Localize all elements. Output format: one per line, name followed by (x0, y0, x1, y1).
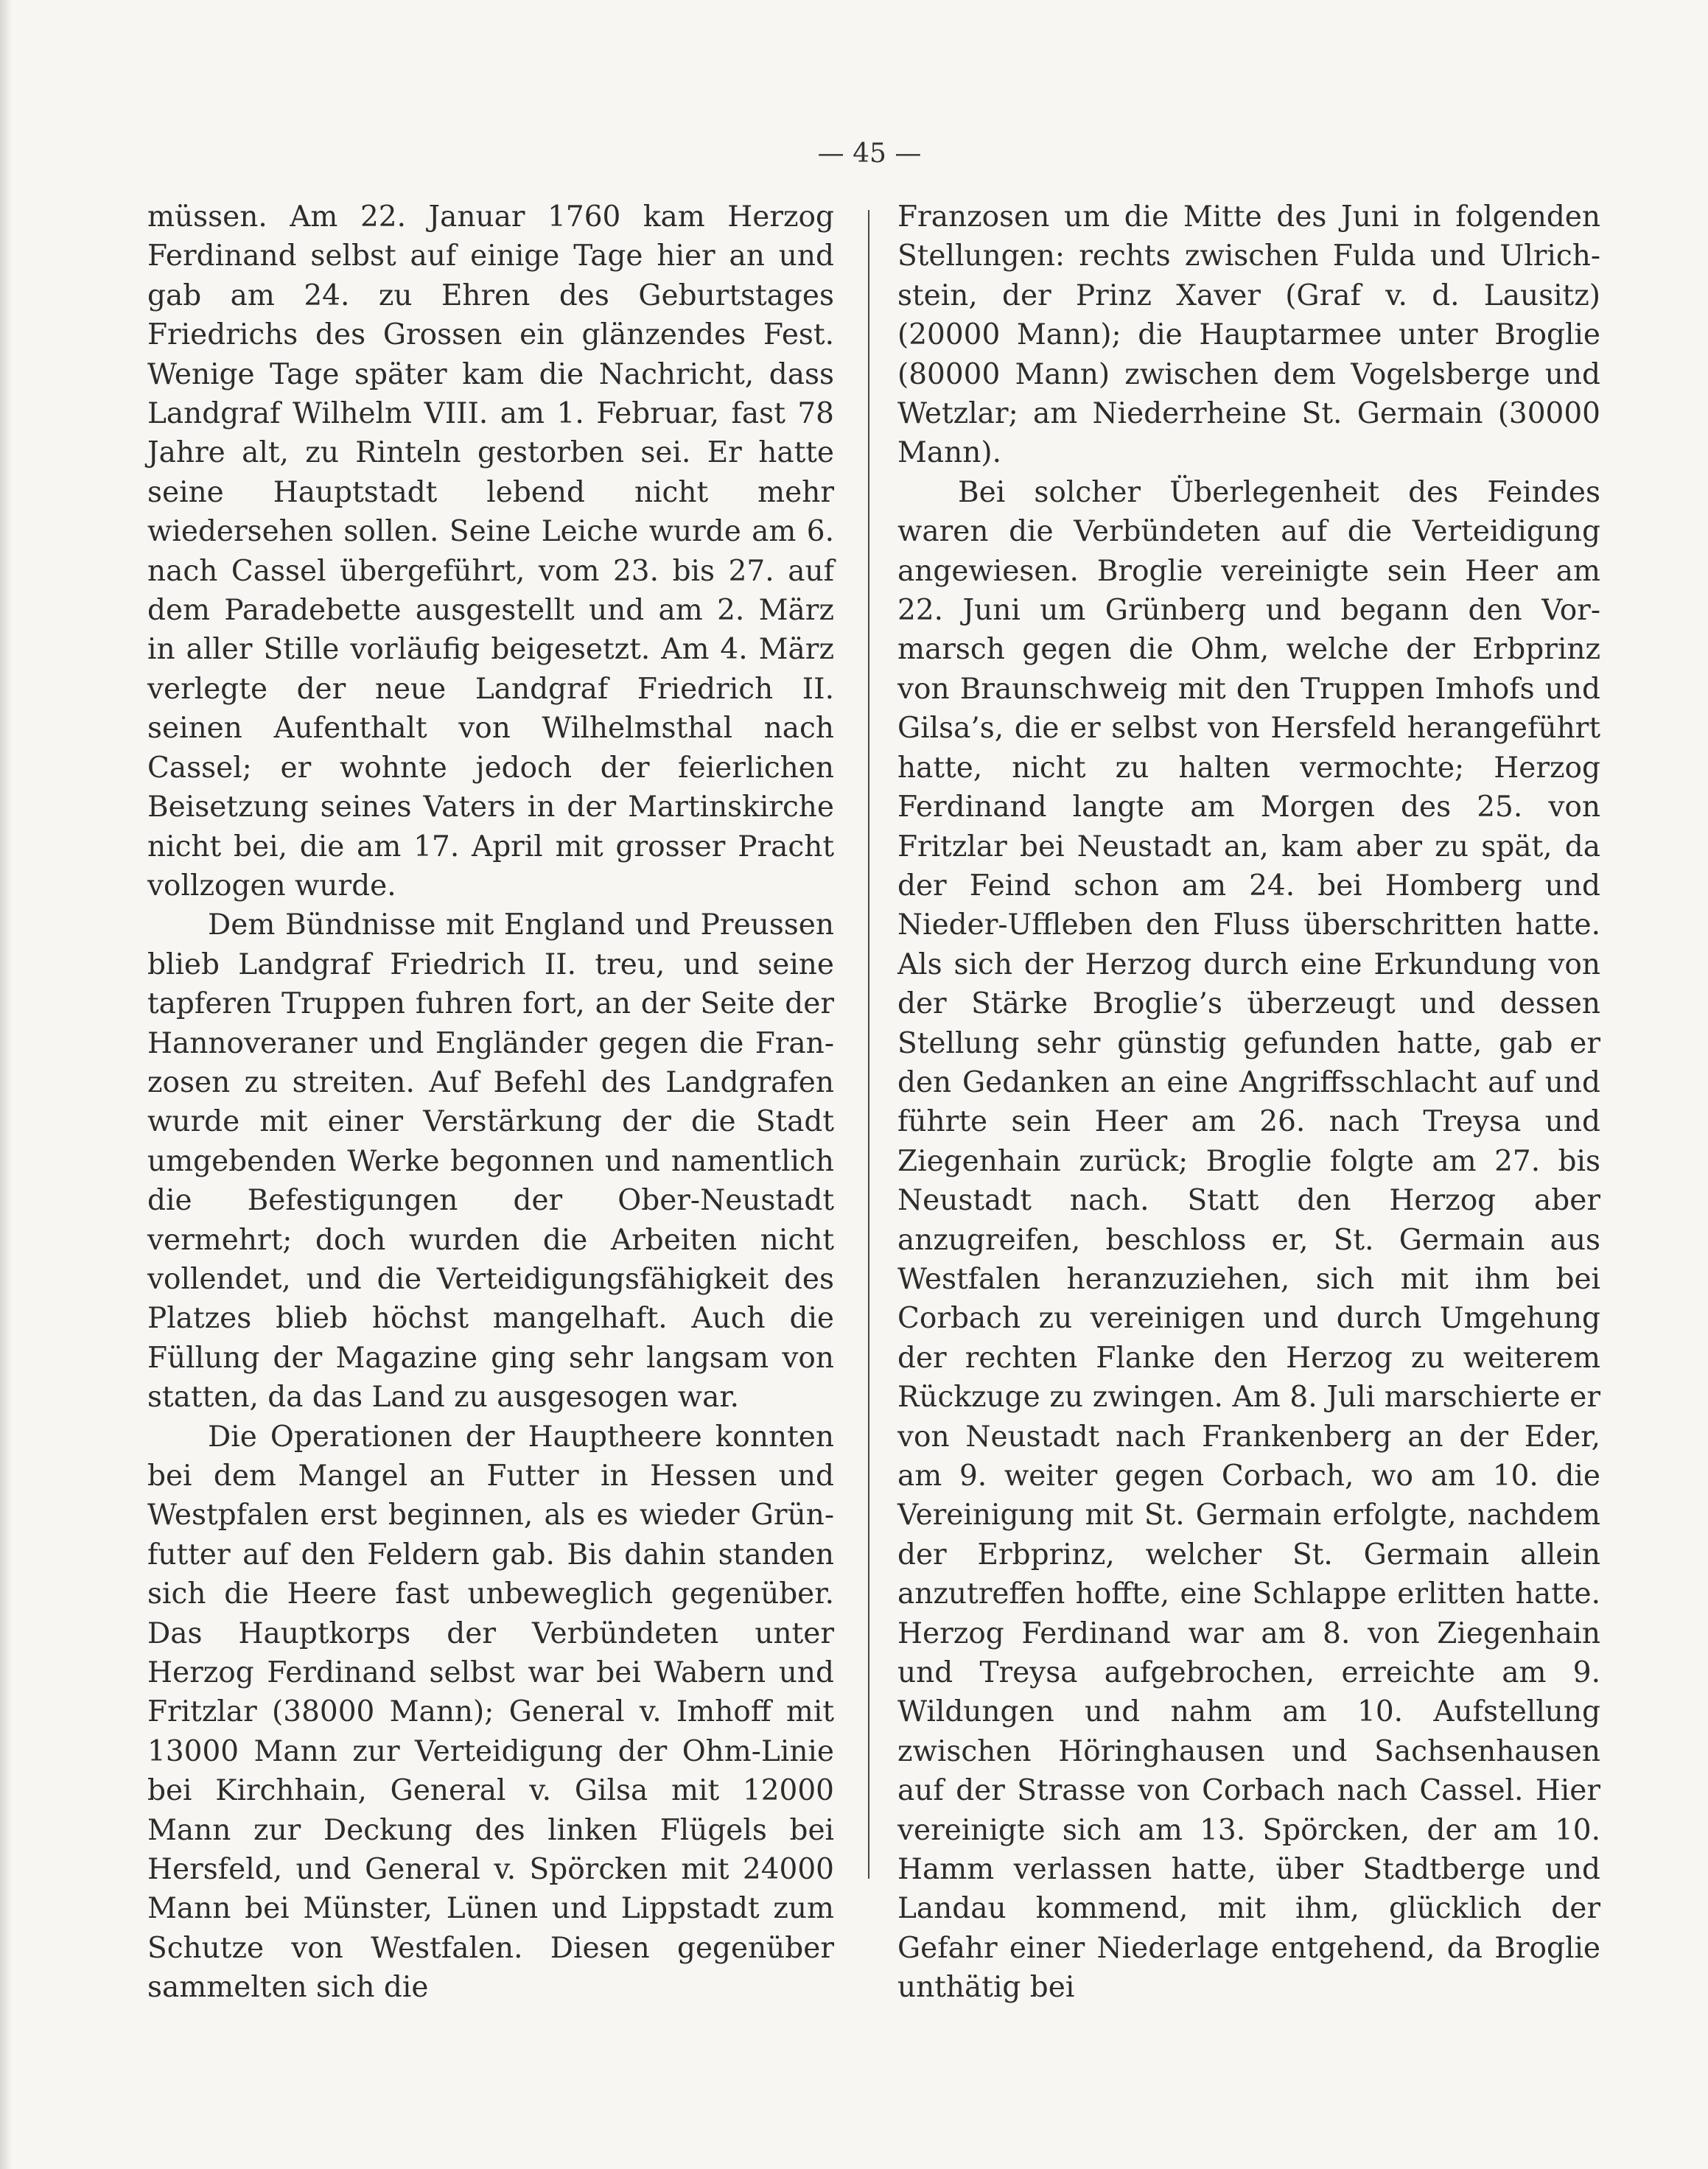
right-paragraph-2: Bei solcher Überlegenheit des Feindes waren die Verbündeten auf die Verteidigung angewiesen. Broglie vereinigte sein Heer am 22. Juni um Grünberg und begann den Vormarsch gegen die Ohm, welche der Erbprinz von Braunschweig mit den Truppen Imhofs und Gilsa’s, die er selbst von Hersfeld herangeführt hatte, nicht zu halten vermochte; Herzog Ferdinand langte am Morgen des 25. von Fritzlar bei Neustadt an, kam aber zu spät, da der Feind schon am 24. bei Homberg und Nieder-Uffleben den Fluss überschritten hatte. Als sich der Herzog durch eine Erkundung von der Stärke Broglie’s überzeugt und dessen Stellung sehr günstig gefunden hatte, gab er den Gedanken an eine Angriffsschlacht auf und führte sein Heer am 26. nach Treysa und Ziegenhain zurück; Broglie folgte am 27. bis Neustadt nach. Statt den Herzog aber anzugreifen, beschloss er, St. Germain aus Westfalen heranzuziehen, sich mit ihm bei Corbach zu vereinigen und durch Umgehung der rechten Flanke den Herzog zu weiterem Rückzuge zu zwingen. Am 8. Juli marschierte er von Neustadt nach Frankenberg an der Eder, am 9. weiter gegen Corbach, wo am 10. die Vereinigung mit St. Germain erfolgte, nachdem der Erbprinz, welcher St. Germain allein anzutreffen hoffte, eine Schlappe erlitten hatte. Herzog Ferdinand war am 8. von Ziegenhain und Treysa aufgebrochen, erreichte am 9. Wildungen und nahm am 10. Aufstellung zwischen Höringhausen und Sachsenhausen auf der Strasse von Corbach nach Cassel. Hier vereinigte sich am 13. Spörcken, der am 10. Hamm verlassen hatte, über Stadtberge und Landau kommend, mit ihm, glücklich der Gefahr einer Niederlage entgehend, da Broglie unthätig bei (897, 475, 1600, 2005)
left-paragraph-3: Die Operationen der Hauptheere konnten bei dem Mangel an Futter in Hessen und Westpfalen erst beginnen, als es wieder Grünfutter auf den Feldern gab. Bis dahin standen sich die Heere fast unbeweglich gegenüber. Das Hauptkorps der Verbündeten unter Herzog Ferdinand selbst war bei Wabern und Fritzlar (38000 Mann); General v. Imhoff mit 13000 Mann zur Verteidigung der Ohm-Linie bei Kirchhain, General v. Gilsa mit 12000 Mann zur Deckung des linken Flügels bei Hersfeld, und General v. Spörcken mit 24000 Mann bei Münster, Lünen und Lippstadt zum Schutze von Westfalen. Diesen gegenüber sammelten sich die (147, 1420, 834, 2005)
page-gutter-shadow (0, 0, 12, 2169)
column-divider (868, 210, 869, 1879)
page-number: — 45 — (817, 139, 922, 169)
right-column (897, 197, 1600, 2008)
right-paragraph-1: Franzosen um die Mitte des Juni in folgenden Stellungen: rechts zwischen Fulda und Ulrichstein, der Prinz Xaver (Graf v. d. Lausitz) (20000 Mann); die Hauptarmee unter Broglie (80000 Mann) zwischen dem Vogelsberge und Wetzlar; am Niederrheine St. Germain (30000 Mann). (897, 200, 1600, 470)
left-paragraph-1: müssen. Am 22. Januar 1760 kam Herzog Ferdinand selbst auf einige Tage hier an und gab am 24. zu Ehren des Geburtstages Friedrichs des Grossen ein glänzendes Fest. Wenige Tage später kam die Nachricht, dass Landgraf Wilhelm VIII. am 1. Februar, fast 78 Jahre alt, zu Rinteln gestorben sei. Er hatte seine Hauptstadt lebend nicht mehr wiedersehen sollen. Seine Leiche wurde am 6. nach Cassel übergeführt, vom 23. bis 27. auf dem Paradebette ausgestellt und am 2. März in aller Stille vorläufig beigesetzt. Am 4. März verlegte der neue Landgraf Friedrich II. seinen Aufenthalt von Wilhelmsthal nach Cassel; er wohnte jedoch der feierlichen Beisetzung seines Vaters in der Martinskirche nicht bei, die am 17. April mit grosser Pracht vollzogen wurde. (147, 200, 834, 903)
left-paragraph-2: Dem Bündnisse mit England und Preussen blieb Landgraf Friedrich II. treu, und seine tapferen Truppen fuhren fort, an der Seite der Hannoveraner und Engländer gegen die Franzosen zu streiten. Auf Befehl des Landgrafen wurde mit einer Verstärkung der die Stadt umgebenden Werke begonnen und namentlich die Befestigungen der Ober-Neustadt vermehrt; doch wurden die Arbeiten nicht vollendet, und die Verteidigungsfähigkeit des Platzes blieb höchst mangelhaft. Auch die Füllung der Magazine ging sehr langsam von statten, da das Land zu ausgesogen war. (147, 908, 834, 1415)
left-column (147, 197, 834, 2008)
